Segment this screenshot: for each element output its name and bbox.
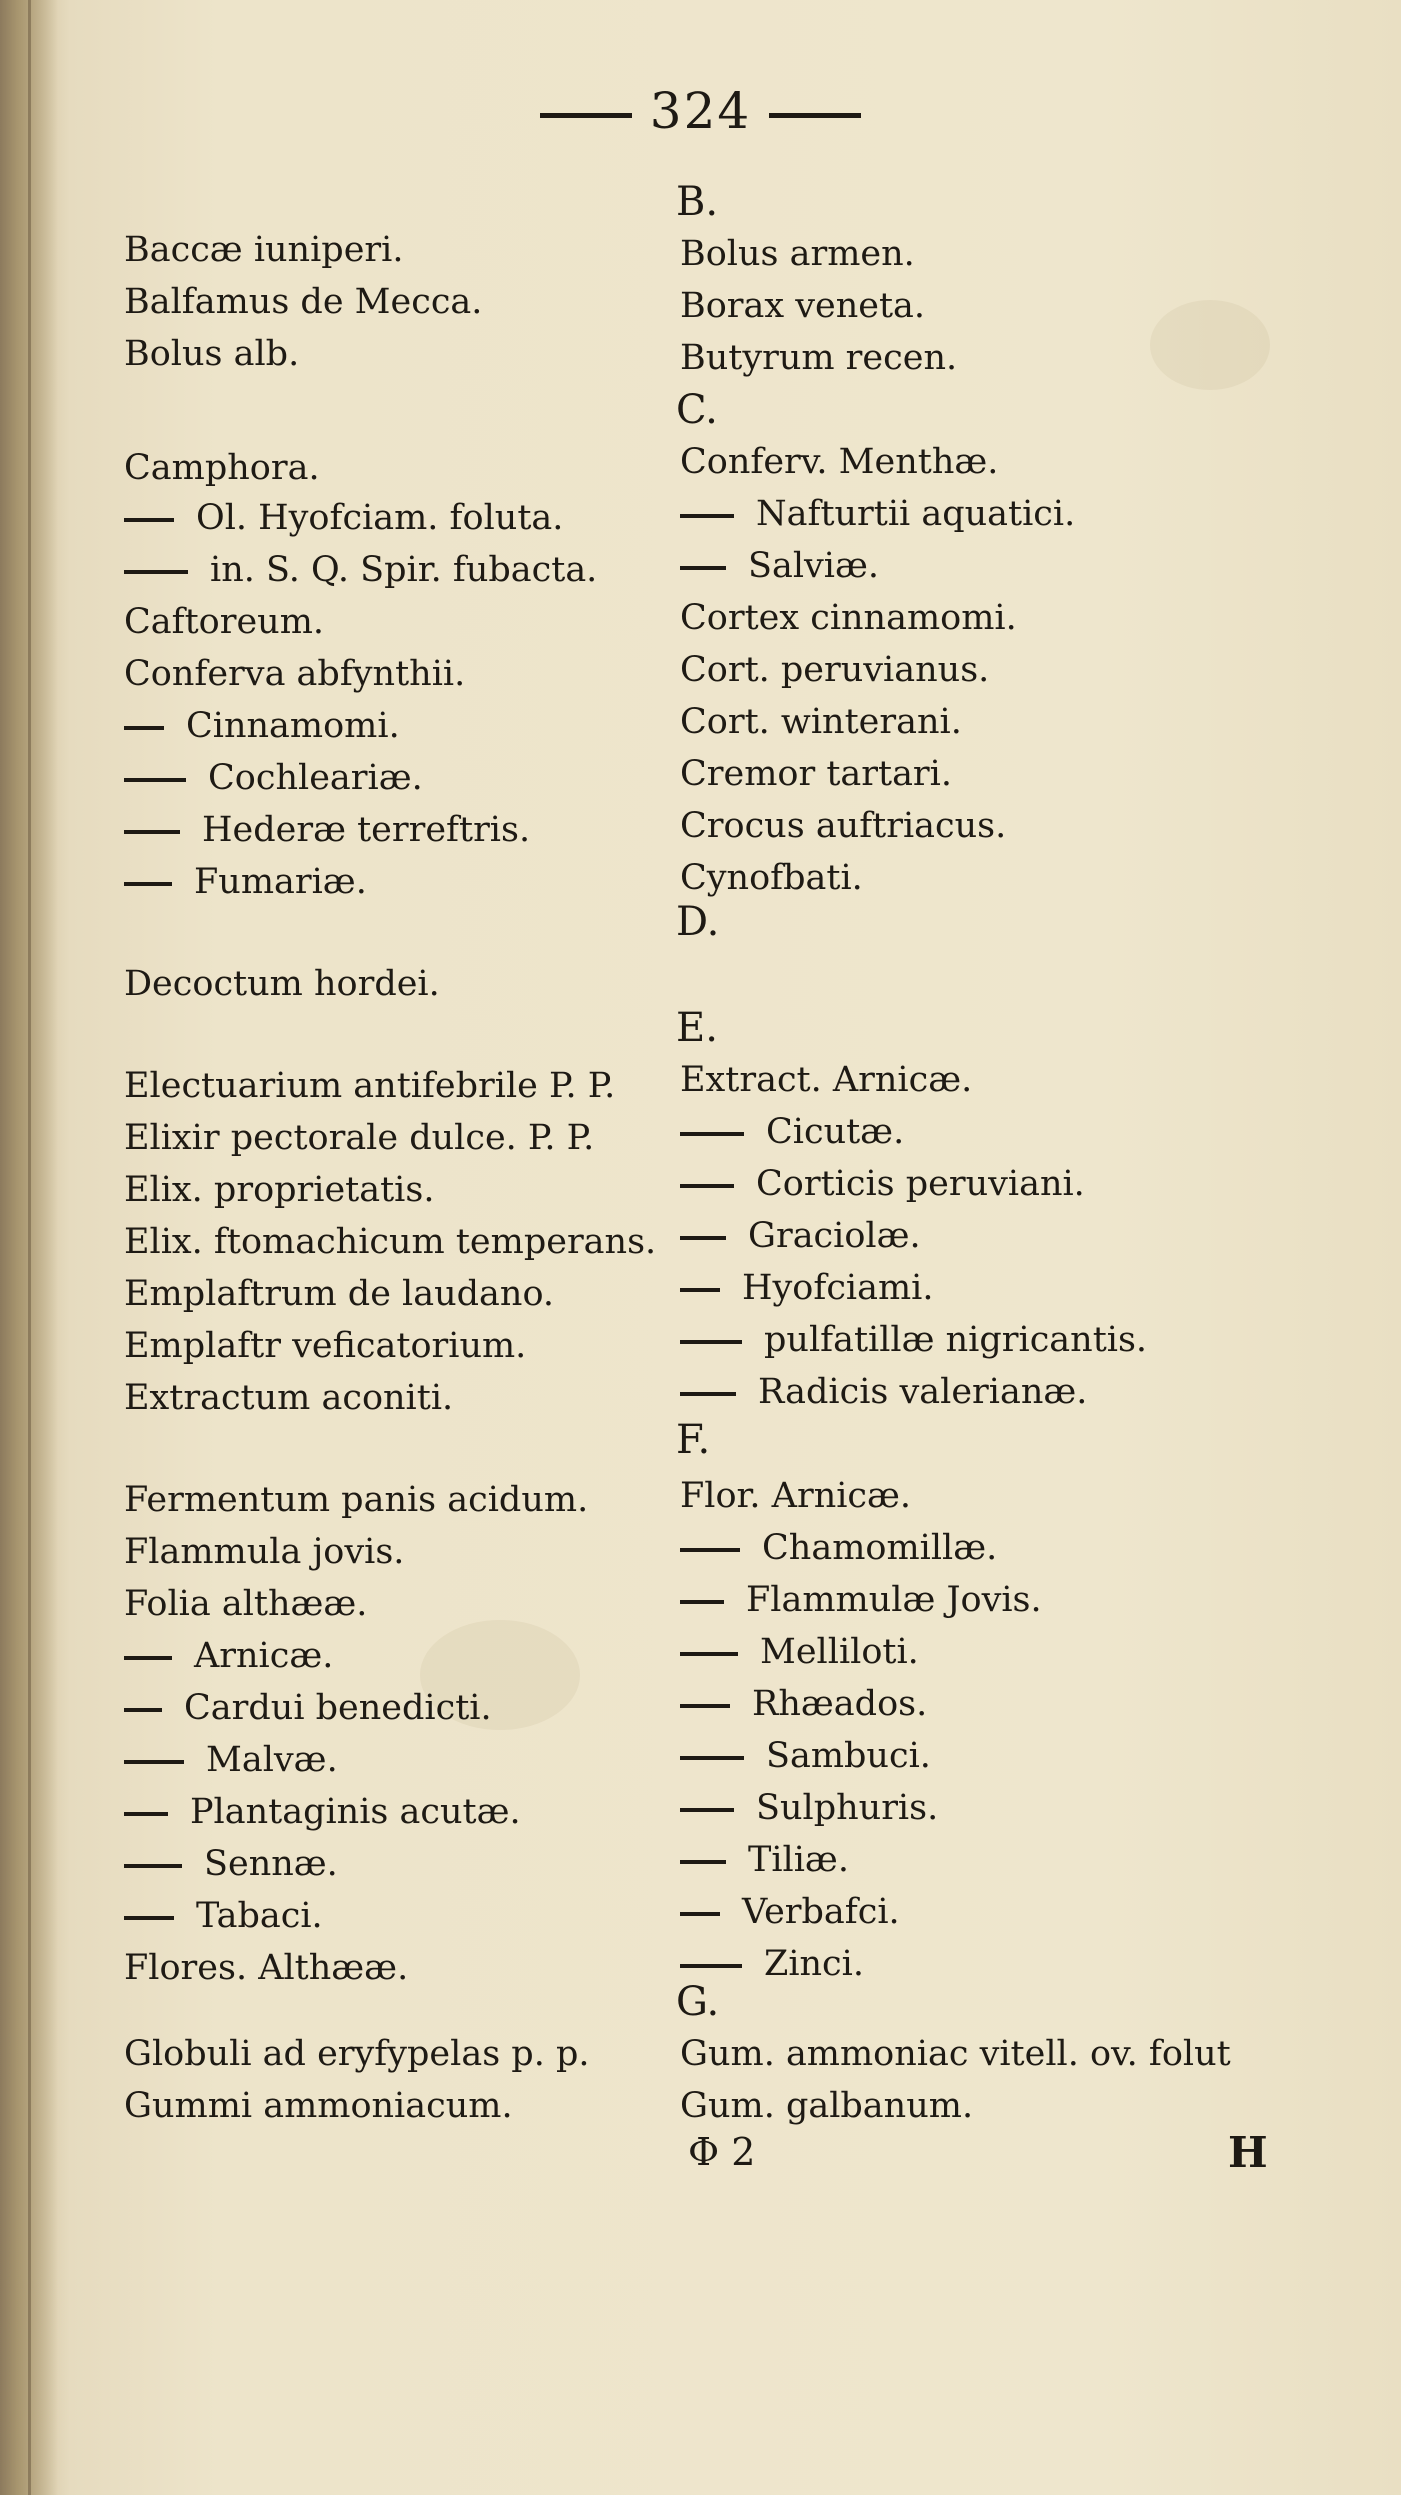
ditto-dash bbox=[680, 1652, 738, 1656]
entry-text: Extractum aconiti. bbox=[124, 1378, 454, 1418]
entry-line bbox=[124, 808, 530, 852]
header-rule-right bbox=[769, 113, 861, 118]
ditto-dash bbox=[680, 1184, 734, 1188]
entry-line bbox=[680, 440, 998, 484]
binding-edge bbox=[28, 0, 31, 2495]
entry-line bbox=[680, 2032, 1231, 2076]
ditto-dash bbox=[124, 1864, 182, 1868]
entry-text: Graciolæ. bbox=[748, 1216, 921, 1256]
entry-text: Crocus auftriacus. bbox=[680, 806, 1007, 846]
section-letter: F. bbox=[676, 1417, 711, 1463]
entry-line bbox=[680, 1110, 904, 1154]
section-letter: D. bbox=[676, 899, 720, 945]
entry-text: Gum. galbanum. bbox=[680, 2086, 974, 2126]
entry-text: Gummi ammoniacum. bbox=[124, 2086, 513, 2126]
page-number: 324 bbox=[649, 82, 752, 140]
entry-text: Balfamus de Mecca. bbox=[124, 282, 483, 322]
ditto-dash bbox=[680, 1808, 734, 1812]
ditto-dash bbox=[680, 1964, 742, 1968]
entry-text: Cort. winterani. bbox=[680, 702, 962, 742]
entry-line bbox=[124, 1272, 554, 1316]
ditto-dash bbox=[124, 1656, 172, 1660]
entry-line bbox=[680, 1578, 1042, 1622]
entry-text: Bolus armen. bbox=[680, 234, 915, 274]
entry-line bbox=[680, 1786, 938, 1830]
entry-line bbox=[680, 1526, 997, 1570]
entry-line bbox=[680, 700, 962, 744]
entry-text: Decoctum hordei. bbox=[124, 964, 440, 1004]
ditto-dash bbox=[124, 1916, 174, 1920]
entry-text: Cicutæ. bbox=[766, 1112, 905, 1152]
catchword: H bbox=[1228, 2128, 1268, 2177]
entry-text: Hyofciami. bbox=[742, 1268, 934, 1308]
entry-line bbox=[680, 752, 952, 796]
ditto-dash bbox=[124, 726, 164, 730]
entry-text: Emplaftrum de laudano. bbox=[124, 1274, 555, 1314]
entry-line bbox=[680, 284, 925, 328]
entry-line bbox=[124, 1116, 594, 1160]
paper-stain bbox=[1150, 300, 1270, 390]
ditto-dash bbox=[680, 1912, 720, 1916]
ditto-dash bbox=[680, 1392, 736, 1396]
entry-text: Gum. ammoniac vitell. ov. folut bbox=[680, 2034, 1231, 2074]
ditto-dash bbox=[680, 514, 734, 518]
entry-line bbox=[124, 1478, 588, 1522]
entry-line bbox=[124, 652, 465, 696]
entry-text: Sambuci. bbox=[766, 1736, 931, 1776]
entry-line bbox=[124, 1064, 615, 1108]
ditto-dash bbox=[124, 1708, 162, 1712]
entry-line bbox=[124, 1324, 526, 1368]
entry-line bbox=[680, 2084, 973, 2128]
entry-text: Emplaftr veficatorium. bbox=[124, 1326, 527, 1366]
entry-line bbox=[124, 962, 440, 1006]
ditto-dash bbox=[124, 1812, 168, 1816]
entry-line bbox=[124, 446, 320, 490]
header-rule-left bbox=[540, 113, 632, 118]
section-letter: E. bbox=[676, 1005, 718, 1051]
entry-text: Cortex cinnamomi. bbox=[680, 598, 1017, 638]
ditto-dash bbox=[680, 1340, 742, 1344]
entry-text: Elix. proprietatis. bbox=[124, 1170, 435, 1210]
entry-line bbox=[680, 544, 879, 588]
entry-text: Butyrum recen. bbox=[680, 338, 958, 378]
entry-line bbox=[680, 1214, 921, 1258]
entry-text: Conferv. Menthæ. bbox=[680, 442, 999, 482]
entry-text: Cinnamomi. bbox=[186, 706, 400, 746]
entry-text: Folia althææ. bbox=[124, 1584, 368, 1624]
entry-line bbox=[680, 1370, 1087, 1414]
entry-text: Cardui benedicti. bbox=[184, 1688, 492, 1728]
entry-text: Chamomillæ. bbox=[762, 1528, 998, 1568]
entry-line bbox=[680, 1630, 919, 1674]
entry-line bbox=[124, 1530, 404, 1574]
entry-text: Cremor tartari. bbox=[680, 754, 952, 794]
entry-line bbox=[124, 704, 400, 748]
ditto-dash bbox=[680, 1600, 724, 1604]
entry-line bbox=[124, 1376, 453, 1420]
entry-line bbox=[124, 1946, 408, 1990]
entry-text: Plantaginis acutæ. bbox=[190, 1792, 521, 1832]
section-letter: C. bbox=[676, 387, 718, 433]
entry-text: Cynofbati. bbox=[680, 858, 863, 898]
entry-text: Corticis peruviani. bbox=[756, 1164, 1085, 1204]
entry-line bbox=[124, 1168, 434, 1212]
entry-text: Radicis valerianæ. bbox=[758, 1372, 1088, 1412]
entry-text: pulfatillæ nigricantis. bbox=[764, 1320, 1148, 1360]
entry-text: Caftoreum. bbox=[124, 602, 325, 642]
entry-line bbox=[124, 1842, 338, 1886]
section-letter: G. bbox=[676, 1979, 720, 2025]
entry-text: Flammulæ Jovis. bbox=[746, 1580, 1042, 1620]
ditto-dash bbox=[680, 1132, 744, 1136]
ditto-dash bbox=[680, 1548, 740, 1552]
entry-line bbox=[124, 228, 403, 272]
entry-text: Camphora. bbox=[124, 448, 320, 488]
entry-line bbox=[680, 1890, 900, 1934]
page-header bbox=[0, 82, 1401, 140]
entry-line bbox=[124, 548, 597, 592]
entry-text: Fermentum panis acidum. bbox=[124, 1480, 589, 1520]
ditto-dash bbox=[124, 1760, 184, 1764]
entry-line bbox=[680, 1318, 1147, 1362]
entry-line bbox=[124, 756, 423, 800]
entry-text: Flores. Althææ. bbox=[124, 1948, 409, 1988]
ditto-dash bbox=[680, 1756, 744, 1760]
entry-line bbox=[680, 492, 1075, 536]
entry-line bbox=[680, 1734, 931, 1778]
entry-text: Verbafci. bbox=[742, 1892, 900, 1932]
entry-line bbox=[124, 280, 482, 324]
ditto-dash bbox=[680, 1704, 730, 1708]
entry-text: Nafturtii aquatici. bbox=[756, 494, 1076, 534]
entry-line bbox=[680, 804, 1006, 848]
ditto-dash bbox=[124, 518, 174, 522]
entry-text: Conferva abfynthii. bbox=[124, 654, 466, 694]
entry-text: Borax veneta. bbox=[680, 286, 926, 326]
entry-line bbox=[124, 2032, 589, 2076]
ditto-dash bbox=[680, 1236, 726, 1240]
entry-line bbox=[124, 1790, 521, 1834]
entry-line bbox=[680, 1838, 849, 1882]
entry-text: Flammula jovis. bbox=[124, 1532, 405, 1572]
ditto-dash bbox=[124, 778, 186, 782]
entry-text: Elixir pectorale dulce. P. P. bbox=[124, 1118, 595, 1158]
entry-line bbox=[124, 600, 324, 644]
entry-text: Tiliæ. bbox=[748, 1840, 849, 1880]
entry-text: in. S. Q. Spir. fubacta. bbox=[210, 550, 598, 590]
entry-line bbox=[124, 1220, 656, 1264]
entry-line bbox=[680, 1162, 1085, 1206]
ditto-dash bbox=[680, 1860, 726, 1864]
entry-line bbox=[124, 1634, 333, 1678]
entry-line bbox=[680, 596, 1017, 640]
entry-text: Fumariæ. bbox=[194, 862, 367, 902]
ditto-dash bbox=[124, 830, 180, 834]
entry-text: Electuarium antifebrile P. P. bbox=[124, 1066, 616, 1106]
entry-text: Salviæ. bbox=[748, 546, 880, 586]
entry-text: Cort. peruvianus. bbox=[680, 650, 990, 690]
entry-line bbox=[124, 1582, 367, 1626]
signature-mark: Φ 2 bbox=[688, 2130, 756, 2174]
entry-line bbox=[680, 1058, 972, 1102]
entry-line bbox=[680, 1266, 934, 1310]
entry-text: Arnicæ. bbox=[194, 1636, 334, 1676]
entry-line bbox=[680, 1682, 927, 1726]
ditto-dash bbox=[680, 566, 726, 570]
entry-line bbox=[124, 860, 367, 904]
entry-line bbox=[124, 1894, 323, 1938]
section-letter: B. bbox=[676, 179, 719, 225]
entry-text: Sennæ. bbox=[204, 1844, 338, 1884]
entry-line bbox=[680, 648, 989, 692]
entry-text: Baccæ iuniperi. bbox=[124, 230, 404, 270]
entry-text: Melliloti. bbox=[760, 1632, 919, 1672]
entry-text: Bolus alb. bbox=[124, 334, 300, 374]
entry-text: Ol. Hyofciam. foluta. bbox=[196, 498, 564, 538]
entry-text: Cochleariæ. bbox=[208, 758, 423, 798]
entry-line bbox=[680, 232, 915, 276]
entry-line bbox=[680, 336, 957, 380]
entry-text: Tabaci. bbox=[196, 1896, 323, 1936]
ditto-dash bbox=[124, 570, 188, 574]
entry-text: Flor. Arnicæ. bbox=[680, 1476, 912, 1516]
entry-line bbox=[680, 1474, 911, 1518]
ditto-dash bbox=[680, 1288, 720, 1292]
entry-line bbox=[124, 496, 563, 540]
entry-line bbox=[124, 1738, 338, 1782]
ditto-dash bbox=[124, 882, 172, 886]
entry-text: Rhæados. bbox=[752, 1684, 928, 1724]
entry-text: Sulphuris. bbox=[756, 1788, 939, 1828]
entry-line bbox=[680, 856, 863, 900]
entry-text: Hederæ terreftris. bbox=[202, 810, 531, 850]
entry-text: Malvæ. bbox=[206, 1740, 338, 1780]
entry-line bbox=[124, 1686, 492, 1730]
entry-line bbox=[124, 2084, 513, 2128]
entry-text: Zinci. bbox=[764, 1944, 864, 1984]
entry-text: Elix. ftomachicum temperans. bbox=[124, 1222, 657, 1262]
entry-text: Extract. Arnicæ. bbox=[680, 1060, 973, 1100]
entry-line bbox=[124, 332, 299, 376]
entry-text: Globuli ad eryfypelas p. p. bbox=[124, 2034, 590, 2074]
